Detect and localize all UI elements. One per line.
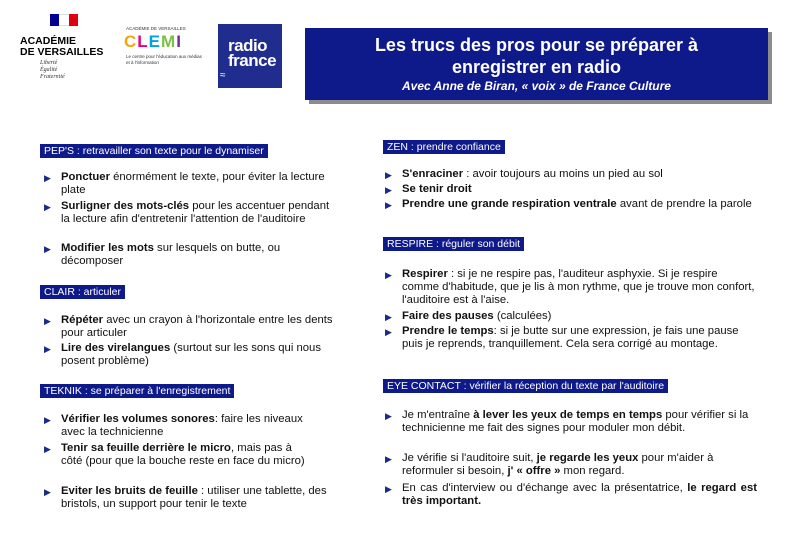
list-item: ▶ Lire des virelangues (surtout sur les sons qui nous posent problème)	[44, 342, 321, 367]
title-line-1: Les trucs des pros pour se préparer à	[374, 35, 699, 55]
clemi-wordmark: CLEMI	[124, 32, 182, 51]
french-flag-icon	[50, 14, 78, 26]
bullet-arrow-icon: ▶	[44, 202, 51, 212]
bullet-arrow-icon: ▶	[385, 327, 392, 337]
list-item: ▶ Prendre le temps: si je butte sur une expression, je fais une pause puis je reprends, tranquillement. Cela sera corrigé au montage.	[385, 325, 739, 350]
bullet-arrow-icon: ▶	[385, 270, 392, 280]
list-item: ▶ Respirer : si je ne respire pas, l'auditeur asphyxie. Si je respire comme d'habitude, que je lis à mon rythme, que je trouve mon confort, l'auditoire est à l'aise.	[385, 268, 755, 306]
list-item: ▶ Ponctuer énormément le texte, pour éviter la lecture plate	[44, 171, 325, 196]
list-item: ▶ Vérifier les volumes sonores: faire les niveaux avec la technicienne	[44, 413, 303, 438]
bullet-arrow-icon: ▶	[44, 173, 51, 183]
bullet-arrow-icon: ▶	[385, 185, 392, 195]
bullet-arrow-icon: ▶	[44, 444, 51, 454]
list-item: ▶ En cas d'interview ou d'échange avec la présentatrice, le regard est très important.	[385, 482, 757, 507]
bullet-arrow-icon: ▶	[44, 415, 51, 425]
list-item: ▶ Je vérifie si l'auditoire suit, je regarde les yeux pour m'aider à reformuler si besoin, j' « offre » mon regard.	[385, 452, 714, 477]
list-item: ▶ Prendre une grande respiration ventrale avant de prendre la parole	[385, 198, 752, 210]
list-item: ▶ Modifier les mots sur lesquels on butte, ou décomposer	[44, 242, 281, 267]
title-line-2: enregistrer en radio	[451, 57, 622, 77]
bullet-arrow-icon: ▶	[385, 454, 392, 464]
radio-france-logo	[218, 24, 282, 88]
republic-motto: Liberté Égalité Fraternité	[40, 60, 65, 80]
bullet-arrow-icon: ▶	[44, 316, 51, 326]
bullet-arrow-icon: ▶	[385, 312, 392, 322]
list-item: ▶ Je m'entraîne à lever les yeux de temps en temps pour vérifier si la technicienne me fait des signes pour moduler mon débit.	[385, 409, 749, 434]
heading-clair: CLAIR : articuler	[40, 285, 125, 299]
heading-eye-contact: EYE CONTACT : vérifier la réception du texte par l'auditoire	[383, 379, 668, 393]
heading-teknik: TEKNIK : se préparer à l'enregistrement	[40, 384, 234, 398]
bullet-arrow-icon: ▶	[44, 487, 51, 497]
list-item: ▶ Eviter les bruits de feuille : utiliser une tablette, des bristols, un support pour tenir le texte	[44, 485, 327, 510]
bullet-arrow-icon: ▶	[385, 484, 392, 494]
heading-zen: ZEN : prendre confiance	[383, 140, 505, 154]
list-item: ▶ Faire des pauses (calculées)	[385, 310, 552, 322]
academie-versailles-logo	[20, 14, 120, 94]
list-item: ▶ Surligner des mots-clés pour les accentuer pendant la lecture afin d'entretenir l'attention de l'auditoire	[44, 200, 330, 225]
heading-respire: RESPIRE : réguler son débit	[383, 237, 524, 251]
bullet-arrow-icon: ▶	[385, 200, 392, 210]
list-item: ▶ Tenir sa feuille derrière le micro, mais pas à côté (pour que la bouche reste en face du micro)	[44, 442, 305, 467]
subtitle: Avec Anne de Biran, « voix » de France Culture	[402, 79, 671, 93]
list-item: ▶ Se tenir droit	[385, 183, 472, 195]
clemi-tagline: Le centre pour l'éducation aux médias et à l'information	[126, 54, 202, 65]
academie-name: ACADÉMIE DE VERSAILLES	[20, 35, 104, 58]
heading-peps: PEP'S : retravailler son texte pour le dynamiser	[40, 144, 268, 158]
radio-france-wordmark: radio france	[228, 36, 277, 70]
bullet-arrow-icon: ▶	[44, 244, 51, 254]
list-item: ▶ Répéter avec un crayon à l'horizontale entre les dents pour articuler	[44, 314, 333, 339]
bullet-arrow-icon: ▶	[385, 170, 392, 180]
title-banner	[305, 28, 768, 100]
clemi-top-label: ACADÉMIE DE VERSAILLES	[126, 26, 186, 31]
bullet-arrow-icon: ▶	[385, 411, 392, 421]
bullet-arrow-icon: ▶	[44, 344, 51, 354]
radio-wave-icon: ≈	[220, 70, 226, 81]
clemi-logo	[124, 24, 214, 74]
list-item: ▶ S'enraciner : avoir toujours au moins un pied au sol	[385, 168, 663, 180]
